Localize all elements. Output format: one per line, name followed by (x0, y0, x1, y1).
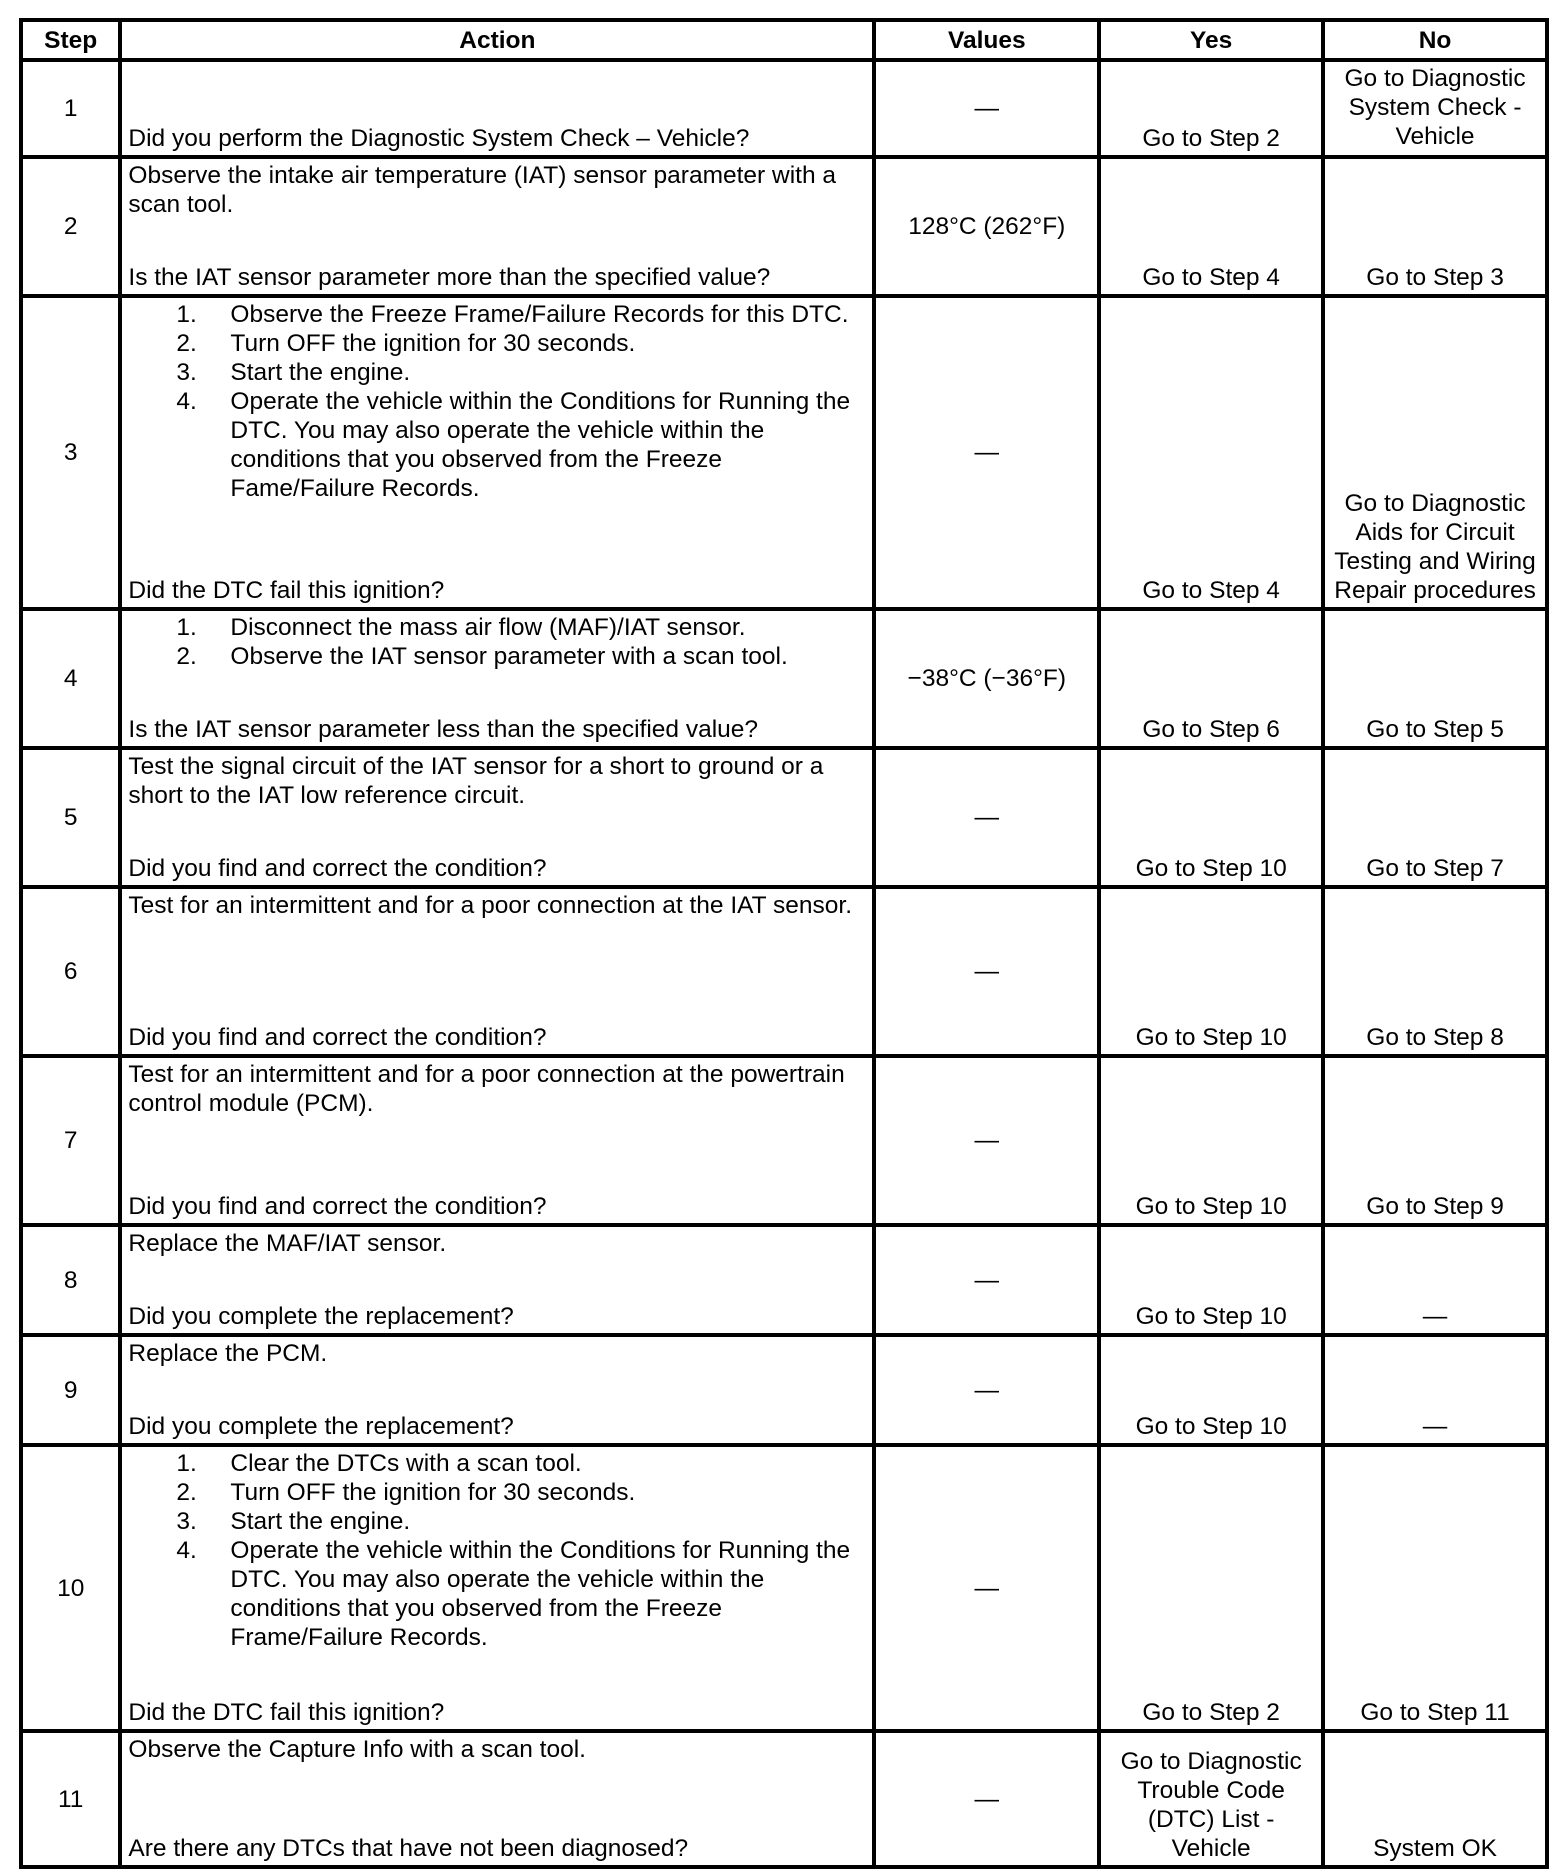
step-number: 3 (21, 296, 120, 609)
value-cell: — (874, 887, 1099, 1056)
table-row (21, 1335, 1547, 1445)
table-row (21, 748, 1547, 887)
no-cell: Go to Step 11 (1323, 1445, 1547, 1731)
no-cell: Go to Step 5 (1323, 609, 1547, 748)
action-question: Is the IAT sensor parameter more than the specified value? (128, 264, 771, 291)
header-row (21, 20, 1547, 60)
no-cell: Go to Diagnostic System Check - Vehicle (1323, 60, 1547, 157)
action-question: Did you perform the Diagnostic System Check – Vehicle? (128, 125, 750, 152)
action-list (128, 300, 866, 503)
no-cell: Go to Diagnostic Aids for Circuit Testing and Wiring Repair procedures (1323, 296, 1547, 609)
action-text: Observe the Capture Info with a scan tool. (128, 1736, 586, 1763)
header-action: Action (120, 20, 874, 60)
action-content (128, 1735, 866, 1863)
action-content (128, 1060, 866, 1221)
no-cell: — (1323, 1225, 1547, 1335)
action-content (128, 300, 866, 605)
action-text: Observe the intake air temperature (IAT) sensor parameter with a scan tool. (128, 162, 837, 218)
step-number: 9 (21, 1335, 120, 1445)
header-step: Step (21, 20, 120, 60)
yes-cell: Go to Step 4 (1099, 157, 1323, 296)
yes-cell: Go to Step 2 (1099, 60, 1323, 157)
yes-cell: Go to Step 10 (1099, 1335, 1323, 1445)
action-content (128, 752, 866, 883)
table-row (21, 1225, 1547, 1335)
action-instructions (128, 752, 866, 810)
yes-cell: Go to Step 10 (1099, 748, 1323, 887)
action-content (128, 64, 866, 153)
value-cell: −38°C (−36°F) (874, 609, 1099, 748)
action-text: Replace the PCM. (128, 1340, 328, 1367)
no-cell: Go to Step 7 (1323, 748, 1547, 887)
no-cell: System OK (1323, 1731, 1547, 1867)
action-cell (120, 748, 874, 887)
value-cell: — (874, 1225, 1099, 1335)
action-content (128, 1449, 866, 1727)
action-content (128, 161, 866, 292)
action-list-item: Clear the DTCs with a scan tool. (230, 1450, 582, 1477)
value-cell: — (874, 60, 1099, 157)
header-yes: Yes (1099, 20, 1323, 60)
action-cell (120, 1225, 874, 1335)
action-instructions (128, 891, 866, 920)
action-cell (120, 1056, 874, 1225)
action-cell (120, 296, 874, 609)
action-text: Test for an intermittent and for a poor connection at the IAT sensor. (128, 892, 853, 919)
action-list-item: Disconnect the mass air flow (MAF)/IAT sensor. (230, 614, 746, 641)
step-number: 1 (21, 60, 120, 157)
table-row (21, 296, 1547, 609)
action-list-item: Turn OFF the ignition for 30 seconds. (230, 1479, 636, 1506)
action-question: Is the IAT sensor parameter less than the specified value? (128, 716, 759, 743)
no-cell: Go to Step 3 (1323, 157, 1547, 296)
step-number: 8 (21, 1225, 120, 1335)
no-cell: — (1323, 1335, 1547, 1445)
action-instructions (128, 1229, 866, 1258)
diagnostic-table (19, 18, 1549, 1869)
table-row (21, 1445, 1547, 1731)
action-content (128, 1229, 866, 1331)
table-row (21, 887, 1547, 1056)
header-no: No (1323, 20, 1547, 60)
action-content (128, 891, 866, 1052)
action-list-item: Operate the vehicle within the Conditions for Running the DTC. You may also operate the vehicle within the conditions that you observed from the Freeze Frame/Failure Records. (230, 1537, 851, 1651)
action-cell (120, 1445, 874, 1731)
action-text: Test for an intermittent and for a poor connection at the powertrain control module (PCM). (128, 1061, 845, 1117)
table-row (21, 157, 1547, 296)
action-content (128, 613, 866, 744)
action-cell (120, 60, 874, 157)
action-question: Are there any DTCs that have not been diagnosed? (128, 1835, 689, 1862)
action-list (128, 613, 866, 671)
step-number: 5 (21, 748, 120, 887)
action-cell (120, 1335, 874, 1445)
header-values: Values (874, 20, 1099, 60)
action-question: Did the DTC fail this ignition? (128, 577, 445, 604)
action-question: Did you complete the replacement? (128, 1303, 514, 1330)
yes-cell: Go to Step 10 (1099, 1056, 1323, 1225)
table-row (21, 1056, 1547, 1225)
value-cell: — (874, 1731, 1099, 1867)
action-content (128, 1339, 866, 1441)
value-cell: — (874, 1056, 1099, 1225)
value-cell: — (874, 748, 1099, 887)
yes-cell: Go to Step 6 (1099, 609, 1323, 748)
step-number: 7 (21, 1056, 120, 1225)
action-list-item: Observe the IAT sensor parameter with a scan tool. (230, 643, 788, 670)
value-cell: — (874, 1335, 1099, 1445)
table-row (21, 1731, 1547, 1867)
action-instructions (128, 1339, 866, 1368)
action-instructions (128, 161, 866, 219)
action-question: Did you find and correct the condition? (128, 855, 547, 882)
yes-cell: Go to Step 2 (1099, 1445, 1323, 1731)
action-instructions (128, 1449, 866, 1652)
action-text: Replace the MAF/IAT sensor. (128, 1230, 447, 1257)
no-cell: Go to Step 8 (1323, 887, 1547, 1056)
step-number: 4 (21, 609, 120, 748)
step-number: 10 (21, 1445, 120, 1731)
action-question: Did you find and correct the condition? (128, 1193, 547, 1220)
step-number: 6 (21, 887, 120, 1056)
value-cell: — (874, 296, 1099, 609)
action-question: Did you find and correct the condition? (128, 1024, 547, 1051)
action-list-item: Turn OFF the ignition for 30 seconds. (230, 330, 636, 357)
value-cell: 128°C (262°F) (874, 157, 1099, 296)
action-cell (120, 609, 874, 748)
action-list-item: Operate the vehicle within the Conditions for Running the DTC. You may also operate the vehicle within the conditions that you observed from the Freeze Fame/Failure Records. (230, 388, 851, 502)
action-list-item: Start the engine. (230, 359, 411, 386)
table-row (21, 609, 1547, 748)
value-cell: — (874, 1445, 1099, 1731)
yes-cell: Go to Step 10 (1099, 1225, 1323, 1335)
action-instructions (128, 1735, 866, 1764)
yes-cell: Go to Step 4 (1099, 296, 1323, 609)
action-cell (120, 887, 874, 1056)
action-text: Test the signal circuit of the IAT sensor for a short to ground or a short to the IAT low reference circuit. (128, 753, 824, 809)
step-number: 2 (21, 157, 120, 296)
action-instructions (128, 300, 866, 503)
action-instructions (128, 1060, 866, 1118)
action-instructions (128, 613, 866, 671)
action-list-item: Start the engine. (230, 1508, 411, 1535)
action-list (128, 1449, 866, 1652)
action-question: Did you complete the replacement? (128, 1413, 514, 1440)
action-cell (120, 157, 874, 296)
table-row (21, 60, 1547, 157)
no-cell: Go to Step 9 (1323, 1056, 1547, 1225)
action-question: Did the DTC fail this ignition? (128, 1699, 445, 1726)
action-cell (120, 1731, 874, 1867)
step-number: 11 (21, 1731, 120, 1867)
action-list-item: Observe the Freeze Frame/Failure Records for this DTC. (230, 301, 849, 328)
yes-cell: Go to Diagnostic Trouble Code (DTC) List - Vehicle (1099, 1731, 1323, 1867)
yes-cell: Go to Step 10 (1099, 887, 1323, 1056)
